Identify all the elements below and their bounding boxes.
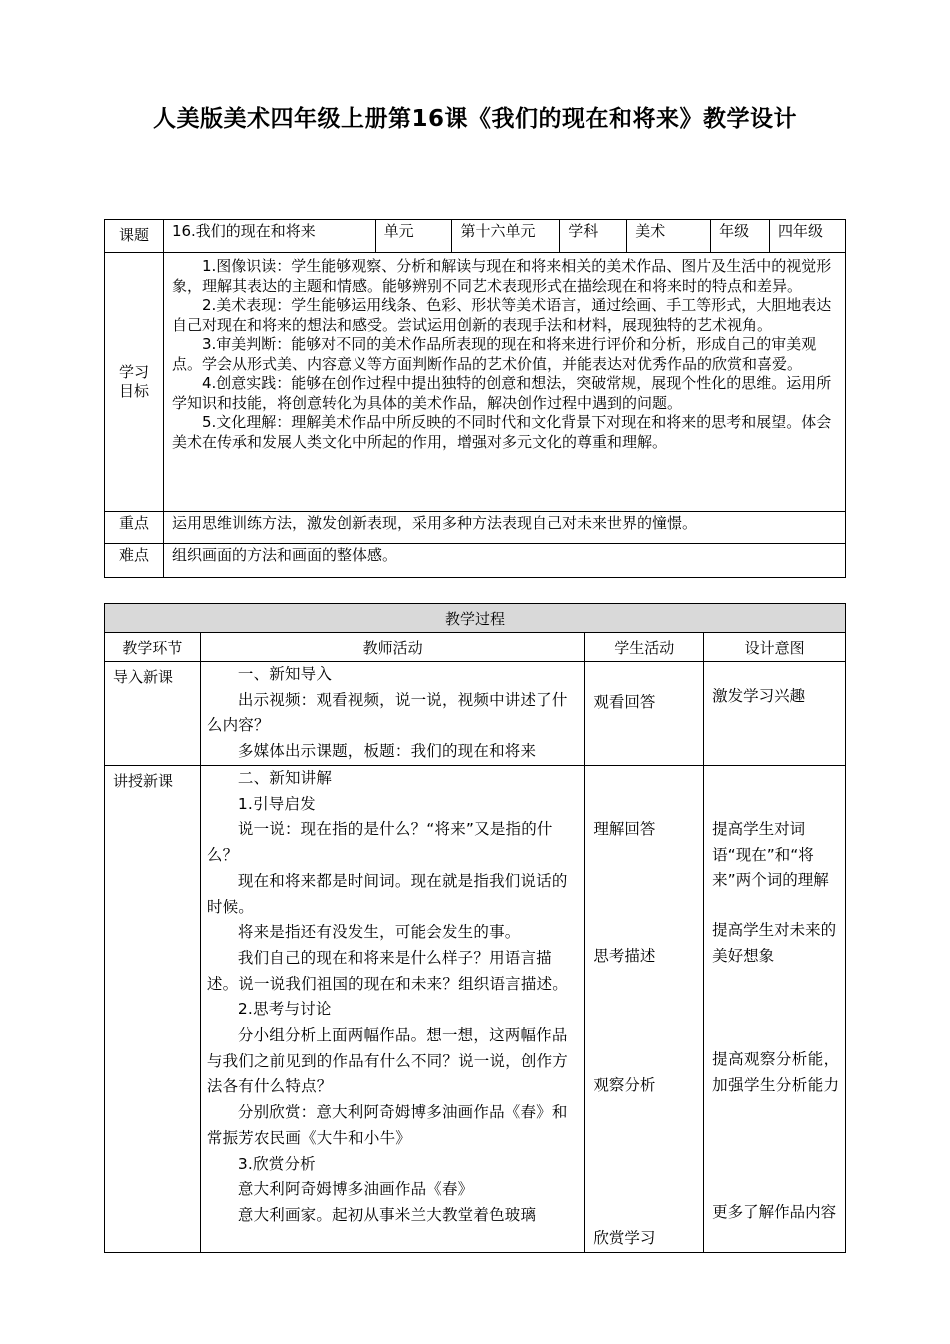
col-teacher: 教师活动 [200, 633, 584, 662]
course-info-table [104, 219, 846, 578]
subject-label: 学科 [560, 220, 627, 253]
teacher-line: 将来是指还有没发生，可能会发生的事。 [237, 923, 521, 942]
process-header: 教学过程 [105, 604, 846, 633]
key-label: 重点 [105, 512, 164, 544]
goal-item: 3.审美判断：能够对不同的美术作品所表现的现在和将来进行评价和分析，形成自己的审美观点。学会从形式美、内容意义等方面判断作品的艺术价值，并能表达对优秀作品的欣赏和喜爱。 [171, 335, 817, 373]
student-activity-intro: 观看回答 [585, 662, 704, 766]
topic-value: 16.我们的现在和将来 [163, 220, 375, 253]
goal-item: 2.美术表现：学生能够运用线条、色彩、形状等美术语言，通过绘画、手工等形式，大胆地表达自己对现在和将来的想法和感受。尝试运用创新的表现手法和材料，展现独特的艺术视角。 [171, 296, 832, 334]
intent-item: 更多了解作品内容 [712, 1203, 837, 1221]
teacher-line: 出示视频：观看视频，说一说，视频中讲述了什么内容？ [206, 690, 568, 735]
stage-intro: 导入新课 [105, 662, 201, 766]
goal-item: 4.创意实践：能够在创作过程中提出独特的创意和想法，突破常规，展现个性化的思维。运用所学知识和技能，将创意转化为具体的美术作品，解决创作过程中遇到的问题。 [171, 374, 832, 412]
teacher-activity-lecture [200, 766, 584, 1253]
key-value: 运用思维训练方法，激发创新表现，采用多种方法表现自己对未来世界的憧憬。 [163, 512, 845, 544]
teacher-line: 一、新知导入 [237, 665, 333, 683]
student-activity-item: 欣赏学习 [593, 1229, 656, 1247]
topic-label: 课题 [105, 220, 164, 253]
teacher-line: 1.引导启发 [237, 794, 316, 813]
student-activity-item: 思考描述 [593, 947, 656, 965]
difficulty-value: 组织画面的方法和画面的整体感。 [163, 544, 845, 578]
teacher-activity-intro [200, 662, 584, 766]
teaching-process-table [104, 603, 846, 1253]
unit-value: 第十六单元 [452, 220, 560, 253]
student-activity-item: 观察分析 [593, 1076, 656, 1094]
goal-item: 5.文化理解：理解美术作品中所反映的不同时代和文化背景下对现在和将来的思考和展望。体会美术在传承和发展人类文化中所起的作用，增强对多元文化的尊重和理解。 [171, 413, 832, 451]
col-student: 学生活动 [585, 633, 704, 662]
student-activity-item: 理解回答 [593, 820, 656, 838]
teacher-line: 分别欣赏：意大利阿奇姆博多油画作品《春》和常振芳农民画《大牛和小牛》 [206, 1103, 568, 1147]
teacher-line: 现在和将来都是时间词。现在就是指我们说话的时候。 [206, 871, 568, 916]
goal-item: 1.图像识读：学生能够观察、分析和解读与现在和将来相关的美术作品、图片及生活中的视觉形象，理解其表达的主题和情感。能够辨别不同艺术表现形式在描绘现在和将来时的特点和差异。 [171, 257, 832, 295]
teacher-line: 3.欣赏分析 [237, 1154, 316, 1173]
intent-item: 提高学生对词语“现在”和“将来”两个词的理解 [712, 820, 829, 890]
grade-label: 年级 [711, 220, 770, 253]
col-intent: 设计意图 [704, 633, 846, 662]
intent-lecture [704, 766, 846, 1253]
teacher-line: 2.思考与讨论 [237, 1000, 332, 1019]
teacher-line: 意大利画家。起初从事米兰大教堂着色玻璃 [237, 1205, 537, 1224]
difficulty-label: 难点 [105, 544, 164, 578]
goals-list [163, 253, 845, 512]
student-activity-lecture [585, 766, 704, 1253]
stage-lecture: 讲授新课 [105, 766, 201, 1253]
grade-value: 四年级 [770, 220, 846, 253]
page-title: 人美版美术四年级上册第16课《我们的现在和将来》教学设计 [152, 106, 797, 132]
teacher-line: 我们自己的现在和将来是什么样子？用语言描述。说一说我们祖国的现在和未来？组织语言描述。 [206, 948, 568, 993]
teacher-line: 二、新知讲解 [237, 769, 333, 787]
unit-label: 单元 [375, 220, 452, 253]
col-stage: 教学环节 [105, 633, 201, 662]
subject-value: 美术 [627, 220, 711, 253]
teacher-line: 意大利阿奇姆博多油画作品《春》 [237, 1180, 474, 1199]
teacher-line: 分小组分析上面两幅作品。想一想，这两幅作品与我们之前见到的作品有什么不同？说一说，创作方法各有什么特点？ [206, 1026, 568, 1096]
intent-item: 提高学生对未来的美好想象 [712, 921, 837, 965]
goals-label: 学习目标 [105, 253, 164, 512]
intent-item: 提高观察分析能，加强学生分析能力 [712, 1050, 840, 1094]
teacher-line: 多媒体出示课题，板题：我们的现在和将来 [237, 742, 537, 761]
teacher-line: 说一说：现在指的是什么？“将来”又是指的什么？ [206, 820, 553, 865]
intent-intro: 激发学习兴趣 [704, 662, 846, 766]
